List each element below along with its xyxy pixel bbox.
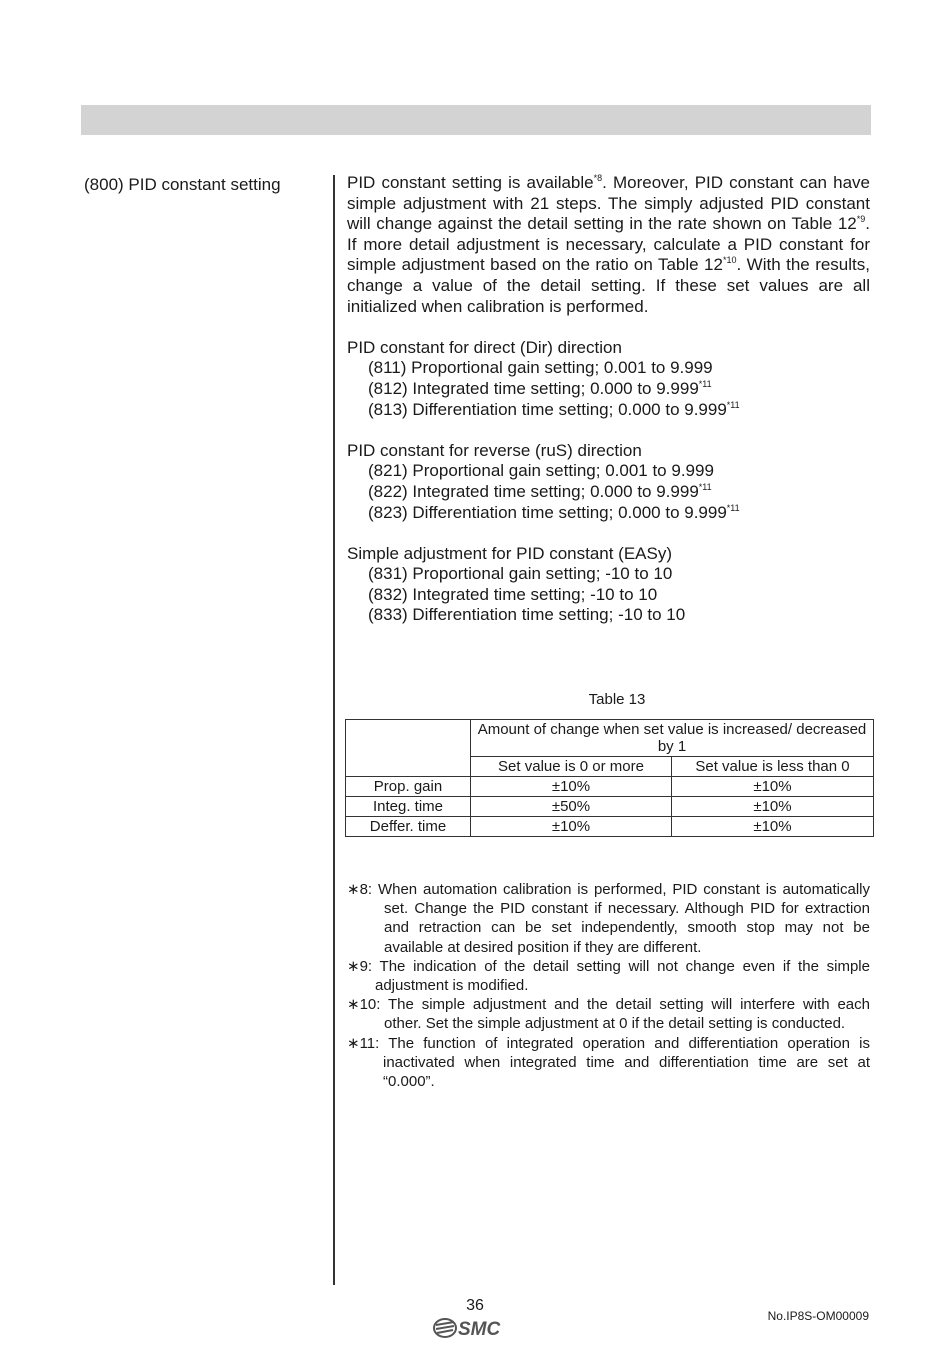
param-823: (823) Differentiation time setting; 0.000 to 9.999$^{*11}$ xyxy=(368,502,740,522)
footnotes xyxy=(347,880,870,1091)
intro-text-4: . With the results, change a value of the detail setting. If these set values are all initialized when calibration is performed. xyxy=(347,255,870,316)
param-821: (821) Proportional gain setting; 0.001 to 9.999 xyxy=(368,461,714,481)
footnote-ref-8: *8 xyxy=(593,173,603,183)
easy-heading: Simple adjustment for PID constant (EASy) xyxy=(347,543,673,563)
intro-paragraph xyxy=(347,173,870,317)
table-caption: Table 13 xyxy=(588,691,646,708)
document-number: No.IP8S-OM00009 xyxy=(767,1309,869,1323)
footnote-10: ∗10: The simple adjustment and the detail setting will interfere with each other. Set the simple adjustment at 0 if the detail setting is conducted. xyxy=(347,996,870,1033)
table-group-header: Amount of change when set value is increased/ decreased by 1 xyxy=(471,720,874,757)
table-col-header-2: Set value is less than 0 xyxy=(672,757,874,777)
param-831: (831) Proportional gain setting; -10 to 10 xyxy=(368,564,673,584)
table-cell: ±10% xyxy=(672,817,874,837)
table-cell: ±10% xyxy=(471,817,672,837)
table-cell: ±10% xyxy=(471,777,672,797)
intro-text-3: . If more detail adjustment is necessary, calculate a PID constant for simple adjustment based on the ratio on Table 12 xyxy=(347,214,870,275)
table-13 xyxy=(345,719,874,837)
row-label: Deffer. time xyxy=(346,817,471,837)
param-812: (812) Integrated time setting; 0.000 to 9.999$^{*11}$ xyxy=(368,378,712,398)
param-832: (832) Integrated time setting; -10 to 10 xyxy=(368,584,658,604)
intro-text-2: . Moreover, PID constant can have simple adjustment with 21 steps. The simply adjusted PID constant will change against the detail setting in the rate shown on Table 12 xyxy=(347,173,870,234)
footnote-11: ∗11: The function of integrated operation and differentiation operation is inactivated when integrated time and differentiation time are set at “0.000”. xyxy=(347,1034,870,1091)
row-label: Prop. gain xyxy=(346,777,471,797)
reverse-heading: PID constant for reverse (ruS) direction xyxy=(347,440,642,460)
smc-logo xyxy=(433,1316,513,1345)
table-cell: ±10% xyxy=(672,797,874,817)
param-822: (822) Integrated time setting; 0.000 to 9.999$^{*11}$ xyxy=(368,481,712,501)
header-bar xyxy=(81,105,871,135)
param-813: (813) Differentiation time setting; 0.000 to 9.999$^{*11}$ xyxy=(368,399,740,419)
param-811: (811) Proportional gain setting; 0.001 to 9.999 xyxy=(368,358,713,378)
main-content xyxy=(347,173,870,626)
footnote-ref-10: *10 xyxy=(722,255,737,266)
footnote-8: ∗8: When automation calibration is performed, PID constant is automatically set. Change the PID constant if necessary. Although PID for extraction and retraction can be set independently, smooth stop may not be available at desired position if they are different. xyxy=(347,881,870,956)
table-row xyxy=(346,817,874,837)
row-label: Integ. time xyxy=(346,797,471,817)
footnote-ref-9: *9 xyxy=(856,214,866,225)
direct-heading: PID constant for direct (Dir) direction xyxy=(347,337,622,357)
svg-text:SMC: SMC xyxy=(458,1319,501,1340)
table-row xyxy=(346,797,874,817)
footnote-9: ∗9: The indication of the detail setting will not change even if the simple adjustment is modified. xyxy=(347,957,870,995)
table-col-header-1: Set value is 0 or more xyxy=(471,757,672,777)
section-label: (800) PID constant setting xyxy=(84,175,281,194)
page-number: 36 xyxy=(466,1297,484,1314)
intro-text-1: PID constant setting is available xyxy=(347,173,594,192)
table-row xyxy=(346,777,874,797)
table-cell: ±50% xyxy=(471,797,672,817)
table-corner-cell xyxy=(346,720,471,777)
param-833: (833) Differentiation time setting; -10 to 10 xyxy=(368,605,686,625)
table-cell: ±10% xyxy=(672,777,874,797)
column-divider xyxy=(333,175,335,1285)
